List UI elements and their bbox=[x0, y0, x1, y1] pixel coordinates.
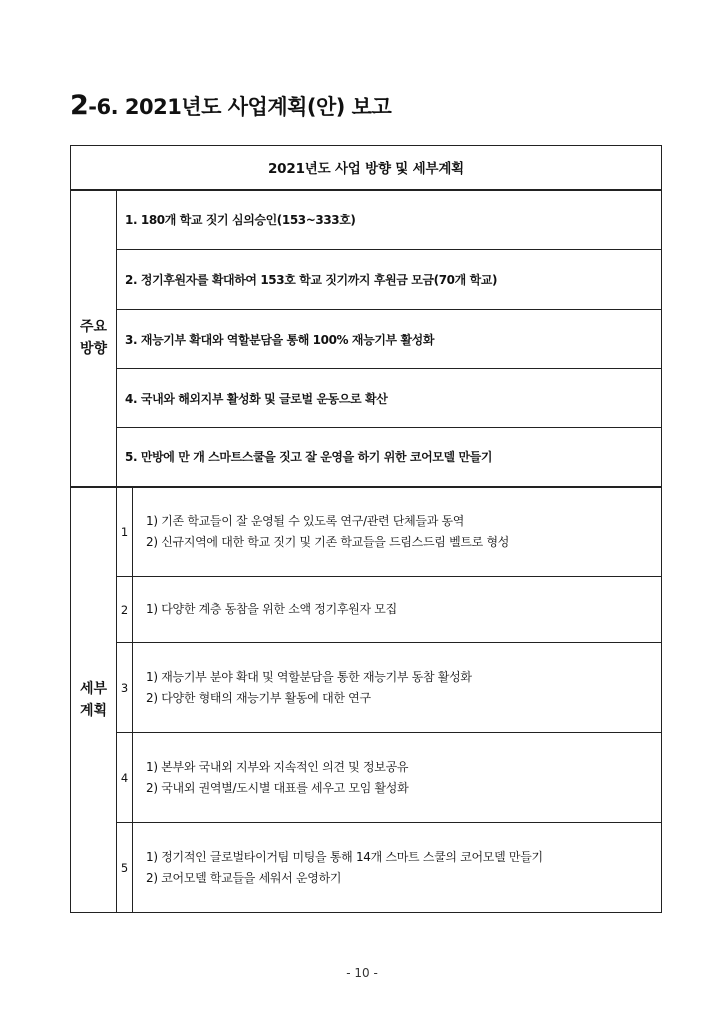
detail-content bbox=[133, 823, 662, 913]
page-title bbox=[70, 90, 391, 121]
detail-number: 4 bbox=[117, 733, 133, 823]
detail-line: 2) 국내외 권역별/도시별 대표를 세우고 모임 활성화 bbox=[146, 780, 409, 795]
detail-number: 5 bbox=[117, 823, 133, 913]
detail-content bbox=[133, 733, 662, 823]
detail-line: 1) 기존 학교들이 잘 운영될 수 있도록 연구/관련 단체들과 동역 bbox=[146, 513, 465, 528]
detail-content bbox=[133, 643, 662, 733]
detail-line: 1) 정기적인 글로벌타이거팀 미팅을 통해 14개 스마트 스쿨의 코어모델 만들기 bbox=[146, 849, 543, 864]
main-direction-item: 4. 국내와 해외지부 활성화 및 글로벌 운동으로 확산 bbox=[117, 369, 662, 428]
detail-line: 1) 다양한 계층 동참을 위한 소액 정기후원자 모집 bbox=[146, 602, 397, 616]
detail-number: 3 bbox=[117, 643, 133, 733]
detail-content bbox=[133, 577, 662, 643]
main-direction-item: 1. 180개 학교 짓기 심의승인(153~333호) bbox=[117, 190, 662, 250]
detail-line: 2) 코어모델 학교들을 세워서 운영하기 bbox=[146, 870, 342, 885]
detail-line: 1) 본부와 국내외 지부와 지속적인 의견 및 정보공유 bbox=[146, 759, 409, 774]
main-direction-label-line: 주요 bbox=[79, 319, 108, 335]
detail-number: 2 bbox=[117, 577, 133, 643]
detail-plan-label bbox=[71, 487, 117, 913]
main-direction-label bbox=[71, 190, 117, 487]
detail-plan-label-line: 세부 bbox=[79, 680, 108, 697]
main-direction-item: 3. 재능기부 확대와 역할분담을 통해 100% 재능기부 활성화 bbox=[117, 310, 662, 369]
table-header: 2021년도 사업 방향 및 세부계획 bbox=[71, 146, 662, 190]
section-title-text: -6. 2021년도 사업계획(안) 보고 bbox=[88, 95, 392, 119]
detail-plan-label-line: 계획 bbox=[79, 702, 108, 719]
plan-table bbox=[70, 145, 662, 913]
section-number: 2 bbox=[70, 90, 89, 121]
detail-number: 1 bbox=[117, 487, 133, 577]
page-number: - 10 - bbox=[346, 966, 378, 980]
detail-content bbox=[133, 487, 662, 577]
main-direction-label-line: 방향 bbox=[79, 341, 108, 357]
detail-line: 2) 신규지역에 대한 학교 짓기 및 기존 학교들을 드림스드림 벨트로 형성 bbox=[146, 534, 510, 549]
detail-line: 1) 재능기부 분야 확대 및 역할분담을 통한 재능기부 동참 활성화 bbox=[146, 669, 472, 684]
detail-line: 2) 다양한 형태의 재능기부 활동에 대한 연구 bbox=[146, 690, 371, 705]
main-direction-item: 2. 정기후원자를 확대하여 153호 학교 짓기까지 후원금 모금(70개 학교) bbox=[117, 250, 662, 310]
main-direction-item: 5. 만방에 만 개 스마트스쿨을 짓고 잘 운영을 하기 위한 코어모델 만들기 bbox=[117, 428, 662, 487]
